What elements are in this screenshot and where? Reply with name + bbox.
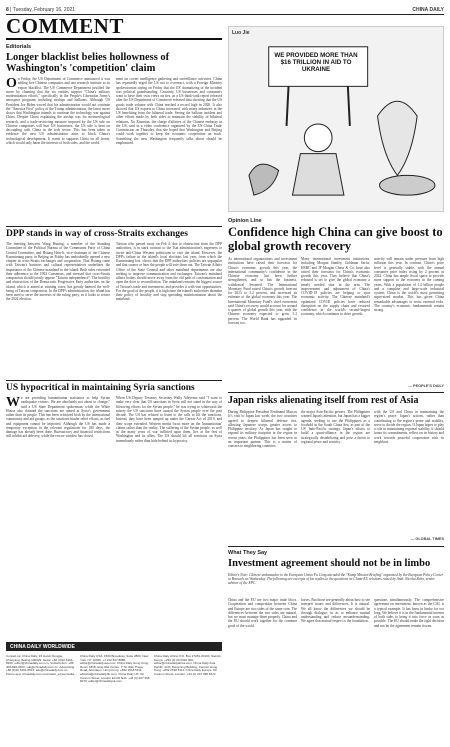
syria-dropcap: W: [6, 396, 20, 410]
opinion-line-label: Opinion Line: [228, 218, 262, 224]
masthead-col-1: Contact us: China Daily, 15 Huixin Dongjie, Chaoyang, Beijing 100029. News: +86 (0)10 6491-8366; editor@chinadaily.com.cn. Subscription: +86 400-699-0203; sub@chinadaily.com.cn. Advertising: +86 (0)10 6491-8631; ads@chinadaily.com.cn. Phone app: chinadaily.com.cn/e/static_e/newmedia: [6, 655, 76, 676]
masthead-col-3: China Daily Africa: P.O. Box 27281-00100, Nairobi, Kenya. +254 (0) 20 6920 900; editor@chinadailyafrica.com. China Daily Asia Pacific: 21/F, Dongming Building, Central, Hong Kong. +852 2518 5111. China Daily Europe: 90 Cannon Street, London. +44 (0) 207 398 8270: [154, 655, 222, 676]
editorials-label: Editorials: [6, 44, 32, 50]
top-bar: [6, 6, 444, 14]
lead-col-1: [6, 77, 110, 223]
opinion-col-3: activity will remain under pressure from high inflation this year. In contrast, China's price level is generally stable, with the annual consumer price index rising by 2 percent in 2022. China has ample fiscal space to provide more support to the economy in the coming years. With a population of 1.4 billion people and a complete and large-scale industrial system, China is the world's most promising super-sized market. This has given China remarkable advantages to resist external risks. The country's economic fundamentals remain strong.: [374, 257, 444, 312]
page-meta: 8 | Tuesday, February 16, 2021: [6, 7, 76, 13]
dpp-col-2: Taiwan who passed away on Feb 4, due to obstruction from the DPP authorities, is in stark contrast to the Tsai administration's eagerness to invite anti-China Western politicians to visit the island. However, the DPP's failure in the island's local elections last year, from which the Kuomintang lost, shows that the DPP authorities' policies are unpopular and that sooner or later the people will vote them out. The Taiwan Affairs Office of the State Council and other mainland departments are also seeking to improve communication and exchanges. Taiwan's mainland affairs bodies should move away from the old path of confrontation and open the door to reconciliation. The mainland remains the biggest source of Taiwan's trade and investment, and provides it with vast opportunities. For the good of the people, it is high time the island's authorities abandon their policy of hostility and stop spreading misinformation about the mainland.: [116, 242, 222, 302]
what-they-say-label: What They Say: [228, 550, 268, 556]
investment-col-1: China and the EU are two major trade blocs. Cooperation and competition between China and Europe are two sides of the same coin. The differences between the two sides are natural, but we must manage them properly. China and the EU should work together for the common good of the world.: [228, 598, 297, 628]
investment-col-2: losses. But those are generally about how to see interpret issues and differences. It is natural. We all know the differences we should be through dialogue, so as to enhance mutual understanding and reduce misunderstanding. We agree that mutual respect is the foundation.: [301, 598, 370, 624]
japan-col-3: with the US and China in maintaining the region's peace. Japan's actions, rather than contributing to the region's peace and stability, serve to divide the region. If Japan hopes to play a role in maintaining regional stability, it should honor its commitments, reflect on its history and work towards peaceful cooperation with its neighbors.: [374, 410, 444, 444]
investment-headline: Investment agreement should not be in limbo: [228, 558, 431, 569]
title-rule: [6, 38, 222, 40]
investment-col-3: questions simultaneously. The comprehensive agreement on investment, known as the CAI, is a typical example. It has been in limbo for too long. We believe it is in the fundamental interest of both sides to bring it into force as soon as possible. The EU should make the right decision and not let the agreement remain frozen.: [374, 598, 444, 628]
syria-col-1-text: e are providing humanitarian assistance to help Syrian earthquake victims. We are absolutely not about to change," said a US State Department spokesman, while the White House also claimed the sanctions are aimed at Syria's government rather than its people. This has been criticized both by the international community and aid groups, as the sanctions hinder relief efforts, as fuel and equipment cannot be imported. Although the US has made a temporary exception in the relevant regulations for 180 days, the damage has already been done. Bureaucracy and financial restrictions still inhibit aid delivery, while the rescue window has closed.: [6, 396, 110, 439]
rule-3: [228, 392, 444, 393]
japan-byline: — GLOBAL TIMES: [410, 537, 444, 541]
cartoon-sign-text: WE PROVIDED MORE THAN $16 TRILLION IN AID TO UKRAINE: [274, 52, 358, 73]
masthead-col-2: China Daily USA: 1500 Broadway, Suite 2800, New York, NY 10036. +1 212 537 8888; editor@chinadailyusa.com. China Daily Hong Kong: Room 1818, Hing Wai Centre, 7 Tin Wan Praya Road, Aberdeen, Hong Kong. +852 2518 5111; editorial@chinadailyhk.com. China Daily UK: 90 Cannon Street, London EC4N 6HA. +44 (0) 207 398 8270; editor@chinadailyuk.com: [80, 655, 150, 684]
syria-headline: US hypocritical in maintaining Syria sanctions: [6, 383, 195, 393]
syria-col-1: [6, 396, 110, 638]
lead-headline: Longer blacklist belies hollowness of Washington's 'competition' claim: [6, 52, 170, 75]
opinion-headline: Confidence high China can give boost to global growth recovery: [228, 225, 443, 253]
japan-col-1: During Philippine President Ferdinand Marcos Jr's visit to Japan last week, the two countries agreed to deepen bilateral defense ties, allowing Japanese troops greater access to Philippine territory. As Japan has sought to expand its military footprint in the region in recent years, the Philippines has been seen as an important partner. This is a matter of concern to neighboring countries.: [228, 410, 297, 448]
page-date: Tuesday, February 16, 2021: [12, 7, 76, 13]
page-number: 8: [6, 7, 9, 13]
opinion-col-1: As international organizations and investment institutions have raised their forecasts for China's economic growth this year, the international community's confidence in the Chinese economy has been further strengthened, and so has the business, withdrawal lessened. The International Monetary Fund raised China's growth forecast for 2023 to 5.2 percent, and increased its estimate of the global economy this year. The International Monetary Fund's chief economist said China's recovery would account for around a quarter of global growth this year, with the Chinese economy expected to grow 5.2 percent. The World Bank has upgraded its forecast too.: [228, 257, 297, 325]
japan-headline: Japan risks alienating itself from rest of Asia: [228, 395, 419, 406]
cartoon-artist: Luo Jie: [232, 30, 250, 36]
dpp-headline: DPP stands in way of cross-Straits exchanges: [6, 229, 188, 239]
syria-col-2: When US Deputy Treasury Secretary Wally Adeyemo said "I want to make very clear that US sanctions in Syria will not stand in the way of lifesaving efforts for the Syrian people," he was trying to whitewash the misery the US sanctions have caused the Syrian people over the past decade. The US has refused to listen to the calls to lift the sanctions. Instead, they have been ramped up under the Caesar Act of 2019, and their scope extended. Western media focus more on the 'humanitarian' claims rather than the reality. The suffering of the Syrian people, as well as the many years of war inflicted upon them, lies at the feet of Washington and its allies. The US should lift all sanctions on Syria immediately rather than hide behind its hypocrisy.: [116, 396, 222, 443]
rule-1: [6, 226, 222, 227]
rule-2: [6, 380, 222, 381]
japan-col-2: the major Asia-Pacific powers. The Philippines wanted Japan's attention, but Japan has a bigger agenda, seeking to use the Philippines as a foothold in the South China Sea, as part of the US' Indo-Pacific strategy. Japan's efforts to build a quasi-alliance in the region are strategically destabilizing and pose a threat to regional peace and security.: [301, 410, 370, 444]
opinion-col-2: Many international investment institutions, including Morgan Stanley, Goldman Sachs, HSBC and JP Morgan Chase & Co, have also raised their forecasts for China's economic growth this year. They believe that China's rebound is set to give the global economy a timely needed shot in the arm. The improvement and adjustment of China's COVID-19 policies are helping to spur economic activity. The Chinese mainland's optimized COVID policies have reduced disruption on the supply chain and restored confidence in the world's second-largest economy, which continues to drive growth.: [301, 257, 370, 317]
lead-dropcap: O: [6, 77, 17, 91]
brand-name: CHINA DAILY: [412, 7, 444, 13]
lead-col-1-text: n Friday, the US Department of Commerce announced it was adding five Chinese companies and one research institute to its export blacklist. The US Commerce Department justified the move by claiming that the six entities support "China's military modernization efforts," specifically in the People's Liberation Army's aerospace programs including airships and balloons. Although US President Joe Biden vowed that his administration would not continue the "America First" policy of the Trump administration, the latest move shows that Washington intends to continue the technology war against China. Despite China explaining the airship was for meteorological research, and a trade-restricting measure imposed by the US side on Chinese companies will hurt US businesses, the US side is bent on decoupling with China in the tech sector. This has been taken as evidence the new US administration aims to block China's technological development. It wants to suppress China on all fronts, which would only harm the interests of both sides, and the world.: [6, 77, 110, 145]
masthead-label: CHINA DAILY WORLDWIDE: [6, 642, 222, 651]
rule-4: [228, 546, 444, 547]
opinion-byline: — PEOPLE'S DAILY: [408, 384, 444, 388]
section-title: COMMENT: [6, 14, 124, 38]
editors-note: Editor's Note: Chinese ambassador to the European Union Fu Cong attended the "Kamp Mission Briefing" organized by the European Policy Center in Brussels on Wednesday. The following are excerpts of his replies to the questions on China-EU relations raised by Amb. Nicolai Zahn, senior adviser of the EPC.: [228, 573, 443, 586]
dpp-col-1: The meeting between Wang Huning, a member of the Standing Committee of the Political Bureau of the Communist Party of China Central Committee, and Hsiung Hsiu-li, vice-chairman of the Chinese Kuomintang party, in Beijing on Friday has undoubtedly opened a new chapter in cross-Straits exchanges and cooperation. That Hsiung came with Taiwan's business and cultural representatives underlines the importance of the Chinese mainland to the island. Both sides reiterated their adherence to the 1992 Consensus, and stressed that cross-Straits compatriots should jointly oppose "Taiwan independence". The hostility and obstruction of the Democratic Progressive Party authorities on the island, which is aimed at winning votes, has greatly harmed the well-being of Taiwan compatriots. In the DPP's administration, the island has been used to serve the interests of the ruling party, as it looks to secure the 2024 election.: [6, 242, 110, 302]
lead-col-2: ment on covert intelligence gathering and surveillance activities. China has repeatedly urged the US not to overreact, with a Foreign Ministry spokeswoman saying on Friday that the US' dramatizing of the incident was political grandstanding. Certainly, US businesses and consumers want to have their own views on ties, as a US think-tank report released after the US Department of Commerce released data showing that the US goods trade volume with China reached a record high in 2020. It also showed that US exports to China increased, with many industries in the US benefiting from the bilateral trade. Seeing the balloon incident and other efforts made by both sides to maintain the stability of bilateral relations, Xu Xiaonian, the charge d'affaires of the Chinese embassy in the US, said in a video conference organized by the US-China Trade Commission on Thursday, that she hoped that Washington and Beijing could work together to keep the economic cooperation on track. Something the new Washington frequently talks about should be emphasized.: [116, 77, 222, 145]
